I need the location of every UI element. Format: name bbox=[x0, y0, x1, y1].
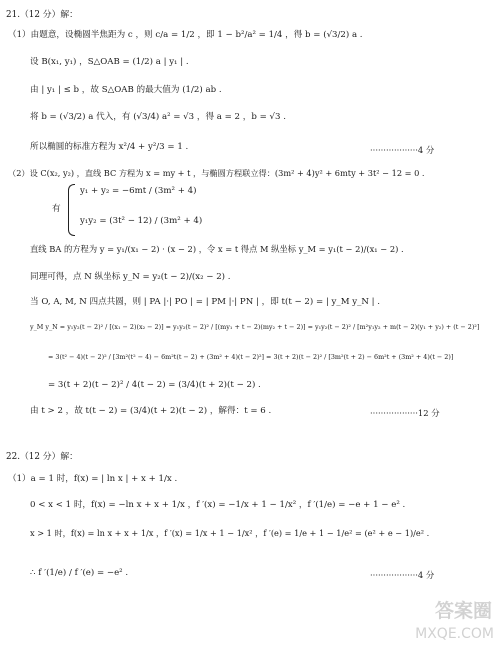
q21-line-12: = 3(t + 2)(t − 2)² / 4(t − 2) = (3/4)(t + 2)(t − 2) . bbox=[48, 380, 261, 390]
q22-line-5: ∴ f ′(1/e) / f ′(e) = −e² . bbox=[30, 568, 129, 578]
q22-line-3: x > 1 时，f(x) = ln x + x + 1/x ，f ′(x) = 1/x + 1 − 1/x² ，f ′(e) = 1/e + 1 − 1/e² = (e² + e − 1)/e² . bbox=[30, 528, 430, 538]
q22-part1-points: ··················4 分 bbox=[370, 570, 435, 580]
system-prefix: 有 bbox=[52, 204, 61, 214]
q21-line-1: （1）由题意，设椭圆半焦距为 c ，则 c/a = 1/2 ，即 1 − b²/a² = 1/4 ，得 b = (√3/2) a . bbox=[8, 30, 363, 40]
q21-part2-points: ··················12 分 bbox=[370, 408, 440, 418]
q21-line-8: 同理可得，点 N 纵坐标 y_N = y₂(t − 2)/(x₂ − 2) . bbox=[30, 272, 231, 282]
q21-line-4: 将 b = (√3/2) a 代入，有 (√3/4) a² = √3 ，得 a = 2 ，b = √3 . bbox=[30, 112, 286, 122]
system-eq-1: y₁ + y₂ = −6mt / (3m² + 4) bbox=[80, 186, 197, 196]
watermark-url: MXQE.COM bbox=[415, 626, 494, 642]
q21-line-3: 由 | y₁ | ≤ b ，故 S△OAB 的最大值为 (1/2) ab . bbox=[30, 85, 222, 95]
q21-line-11: = 3(t² − 4)(t − 2)² / [3m²(t² − 4) − 6m²t(t − 2) + (3m² + 4)(t − 2)²] = 3(t + 2)(t − 2)² / [3m²(t + 2) − 6m²t + (3m² + 4)(t − 2)] bbox=[48, 353, 454, 361]
q22-header: 22.（12 分）解： bbox=[6, 452, 78, 462]
q21-line-10: y_M y_N = y₁y₂(t − 2)² / [(x₁ − 2)(x₂ − 2)] = y₁y₂(t − 2)² / [(my₁ + t − 2)(my₂ + t − 2)] = y₁y₂(t − 2)² / [m²y₁y₂ + m(t − 2)(y₁ + y₂) + (t − 2)²] bbox=[30, 323, 480, 331]
q21-header: 21.（12 分）解： bbox=[6, 10, 78, 20]
watermark-text: 答案圈 bbox=[434, 600, 492, 622]
q21-line-9: 当 O, A, M, N 四点共圆，则 | PA |·| PO | = | PM |·| PN | ，即 t(t − 2) = | y_M y_N | . bbox=[30, 297, 380, 307]
q21-line-2: 设 B(x₁, y₁) ，S△OAB = (1/2) a | y₁ | . bbox=[30, 57, 189, 67]
watermark-logo bbox=[402, 596, 494, 642]
q22-line-1: （1）a = 1 时，f(x) = | ln x | + x + 1/x . bbox=[8, 474, 178, 484]
q22-line-2: 0 < x < 1 时，f(x) = −ln x + x + 1/x ，f ′(x) = −1/x + 1 − 1/x² ，f ′(1/e) = −e + 1 − e² . bbox=[30, 500, 406, 510]
q21-line-5: 所以椭圆的标准方程为 x²/4 + y²/3 = 1 . bbox=[30, 142, 189, 152]
q21-line-6: （2）设 C(x₂, y₂) ，直线 BC 方程为 x = my + t ，与椭圆方程联立得：(3m² + 4)y² + 6mty + 3t² − 12 = 0 . bbox=[8, 168, 425, 178]
system-eq-2: y₁y₂ = (3t² − 12) / (3m² + 4) bbox=[80, 216, 203, 226]
q21-line-7: 直线 BA 的方程为 y = y₁/(x₁ − 2) · (x − 2) ，令 x = t 得点 M 纵坐标 y_M = y₁(t − 2)/(x₁ − 2) . bbox=[30, 244, 404, 254]
q21-part1-points: ··················4 分 bbox=[370, 145, 435, 155]
system-brace bbox=[68, 184, 75, 236]
q21-line-13: 由 t > 2 ，故 t(t − 2) = (3/4)(t + 2)(t − 2) ，解得：t = 6 . bbox=[30, 406, 272, 416]
